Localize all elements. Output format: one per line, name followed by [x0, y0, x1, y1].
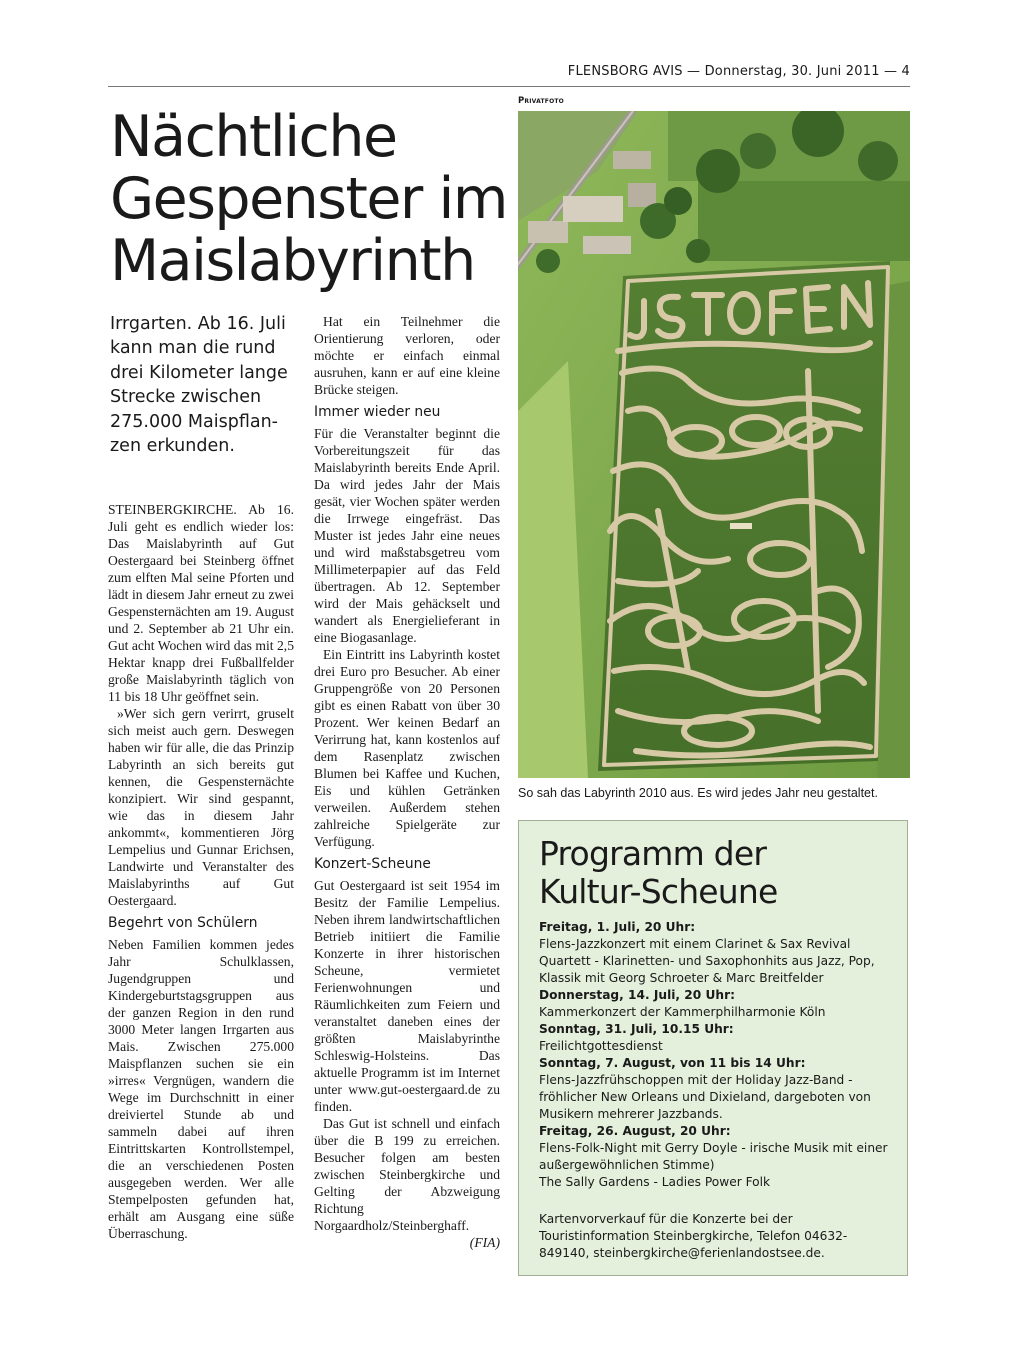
masthead: FLENSBORG AVIS — Donnerstag, 30. Juni 2011 — 4 — [567, 64, 910, 79]
lede-line: Strecke zwischen — [110, 387, 262, 408]
event-item — [539, 987, 891, 1021]
bridge — [730, 523, 752, 529]
headline-line: Nächtliche — [110, 104, 397, 170]
event-date: Sonntag, 7. August, von 11 bis 14 Uhr: — [539, 1056, 806, 1070]
event-description: Kammerkonzert der Kammerphilharmonie Köln — [539, 1005, 826, 1019]
lede-line: zen erkunden. — [110, 436, 235, 457]
program-title-line: Kultur-Scheune — [539, 872, 778, 911]
event-date: Freitag, 26. August, 20 Uhr: — [539, 1124, 731, 1138]
event-item — [539, 1123, 891, 1191]
event-date: Donnerstag, 14. Juli, 20 Uhr: — [539, 988, 735, 1002]
event-description: Flens-Jazzkonzert mit einem Clarinet & Sax Revival Quartett - Klarinetten- und Saxophonhits aus Jazz, Pop, Klassik mit Georg Schroeter & Marc Breitfelder — [539, 937, 875, 985]
event-item — [539, 919, 891, 987]
article-paragraph: »Wer sich gern verirrt, gruselt sich meist auch gern. Deswegen haben wir für alle, die das Prinzip Labyrinth an sich bereits gut kennen, die Gespensternächte konzipiert. Wir sind gespannt, wie das in diesem Jahr ankommt«, kommentieren Jörg Lempelius und Gunnar Erichsen, Landwirte und Veranstalter des Maislabyrinths auf Gut Oestergaard. — [108, 706, 294, 908]
author-initials: (FIA) — [469, 1235, 500, 1250]
lede-line: drei Kilometer lange — [110, 362, 288, 383]
program-title — [539, 835, 778, 911]
event-item — [539, 1055, 891, 1123]
subheading: Begehrt von Schülern — [108, 915, 258, 931]
photo-credit: Privatfoto — [518, 96, 564, 106]
event-description: Freilichtgottesdienst — [539, 1039, 663, 1053]
maze-photo — [518, 111, 910, 778]
ticket-note: Kartenvorverkauf für die Konzerte bei der Touristinformation Steinbergkirche, Telefon 04632-849140, steinbergkirche@ferienlandostsee.de. — [539, 1212, 848, 1260]
lede-line: Irrgarten. Ab 16. Juli — [110, 314, 286, 334]
article-paragraph: STEINBERGKIRCHE. Ab 16. Juli geht es endlich wieder los: Das Maislabyrinth auf Gut Oestergaard bei Steinberg öffnet zum elften Mal seine Pforten und lädt in diesem Jahr erneut zu zwei Gespensternächten am 19. August und 2. September ab 21 Uhr ein. Gut acht Wochen wird das mit 2,5 Hektar knapp drei Fußballfelder große Maislabyrinth täglich von 11 bis 18 Uhr geöffnet sein. — [108, 502, 294, 704]
event-list — [539, 919, 891, 1191]
event-item — [539, 1021, 891, 1055]
byline — [314, 1234, 500, 1251]
lede-line: kann man die rund — [110, 338, 276, 359]
event-date: Sonntag, 31. Juli, 10.15 Uhr: — [539, 1022, 734, 1036]
article-paragraph: Gut Oestergaard ist seit 1954 im Besitz der Familie Lempelius. Neben ihrem landwirtschaftlichen Betrieb initiiert die Familie Konzerte in ihrer historischen Scheune, vermietet Ferienwohnungen und Räumlichkeiten zum Feiern und veranstaltet daneben eines der größten Maislabyrinthe Schleswig-Holsteins. Das aktuelle Programm ist im Internet unter www.gut-oestergaard.de zu finden. — [314, 878, 500, 1114]
program-box — [518, 820, 908, 1276]
headline-line: Maislabyrinth — [110, 228, 475, 294]
article-paragraph: Für die Veranstalter beginnt die Vorbereitungszeit für das Maislabyrinth bereits Ende April. Da wird jedes Jahr der Mais gesät, vier Wochen später werden die Irrwege eingefräst. Das Muster ist jedes Jahr eine neues und wird maßstabsgetreu vom Millimeterpapier auf das Feld übertragen. Ab 12. September wird der Mais gehäckselt und wandert als Energielieferant in eine Biogasanlage. — [314, 426, 500, 645]
article-column-2 — [314, 313, 500, 1251]
subheading: Konzert-Scheune — [314, 856, 431, 872]
event-description: Flens-Jazzfrühschoppen mit der Holiday Jazz-Band - fröhlicher New Orleans und Dixieland, dargeboten von Musikern mehrerer Jazzbands. — [539, 1073, 871, 1121]
article-paragraph: Das Gut ist schnell und einfach über die B 199 zu erreichen. Besucher folgen am besten zwischen Steinbergkirche und Gelting der Abzweigung Richtung Norgaardholz/Steinberghaff. — [314, 1116, 500, 1233]
article-column-1 — [108, 501, 294, 1242]
subheading: Immer wieder neu — [314, 404, 441, 420]
lede-line: 275.000 Maispflan- — [110, 411, 278, 432]
header-rule — [108, 86, 910, 87]
program-title-line: Programm der — [539, 834, 767, 873]
lede — [110, 312, 300, 458]
article-paragraph: Hat ein Teilnehmer die Orientierung verloren, oder möchte er einfach einmal ausruhen, kann er auf eine kleine Brücke steigen. — [314, 314, 500, 397]
event-date: Freitag, 1. Juli, 20 Uhr: — [539, 920, 696, 934]
article-paragraph: Ein Eintritt ins Labyrinth kostet drei Euro pro Besucher. Ab einer Gruppengröße von 20 Personen gibt es einen Rabatt von über 30 Prozent. Wer keinen Bedarf an Verirrung hat, kann kostenlos auf dem Rasenplatz zwischen Blumen bei Kaffee und Kuchen, Eis und kühlen Getränken verweilen. Außerdem stehen zahlreiche Spielgeräte zur Verfügung. — [314, 647, 500, 849]
photo-caption: So sah das Labyrinth 2010 aus. Es wird jedes Jahr neu gestaltet. — [518, 786, 878, 800]
headline — [110, 106, 510, 292]
event-description: Flens-Folk-Night mit Gerry Doyle - irische Musik mit einer außergewöhnlichen Stimme) The Sally Gardens - Ladies Power Folk — [539, 1141, 888, 1189]
article-paragraph: Neben Familien kommen jedes Jahr Schulklassen, Jugendgruppen und Kindergeburtstagsgruppen aus der ganzen Region in den rund 3000 Meter langen Irrgarten aus Mais. Zwischen 275.000 Maispflanzen suchen sie ein »irres« Vergnügen, wandern die Wege im Durchschnitt in einer dreiviertel Stunde ab und sammeln dabei auf ihren Eintrittskarten Kontrollstempel, die an verschiedenen Posten ausgegeben werden. Wer alle Stempelposten gefunden hat, erhält am Ausgang eine süße Überraschung. — [108, 937, 294, 1241]
headline-line: Gespenster im — [110, 166, 507, 232]
